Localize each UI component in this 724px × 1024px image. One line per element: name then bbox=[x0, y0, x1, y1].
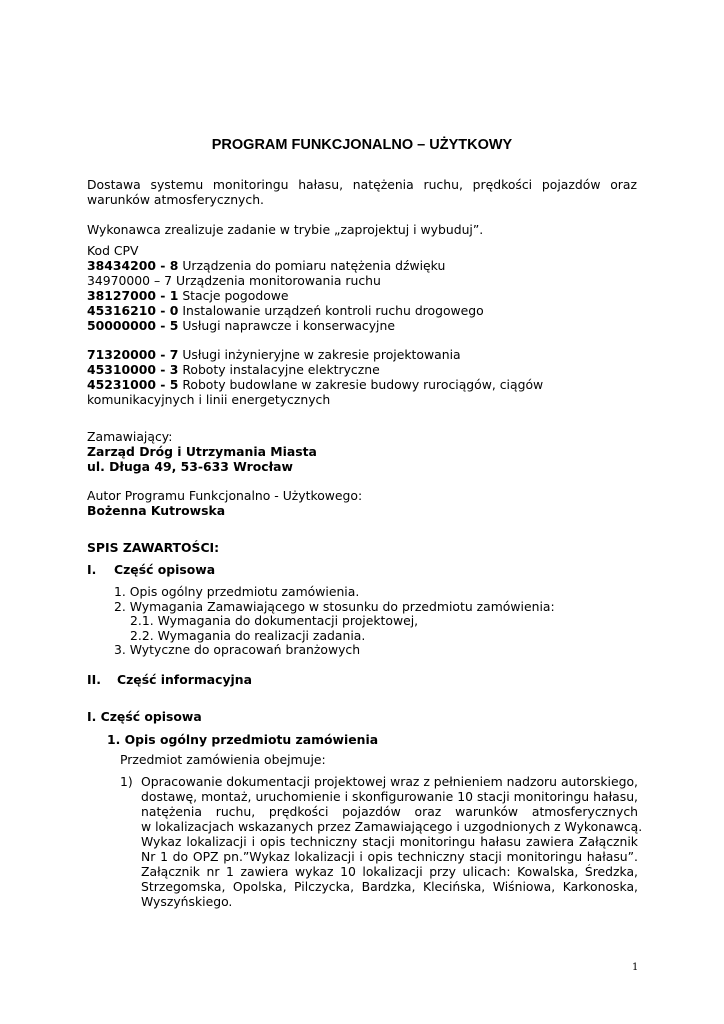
cpv-desc: Instalowanie urządzeń kontroli ruchu drogowego bbox=[178, 303, 484, 318]
list-item-line: Załącznik nr 1 zawiera wykaz 10 lokalizacji przy ulicach: Kowalska, Średzka, bbox=[141, 864, 638, 879]
cpv-code: 38434200 - 8 bbox=[87, 258, 179, 273]
client-name: Zarząd Dróg i Utrzymania Miasta bbox=[87, 444, 317, 459]
list-item-line: Wyszyńskiego. bbox=[141, 894, 233, 909]
list-item-line: dostawę, montaż, uruchomienie i skonfigurowanie 10 stacji monitoringu hałasu, bbox=[141, 789, 638, 804]
cpv-desc: Stacje pogodowe bbox=[178, 288, 289, 303]
toc-item: 3. Wytyczne do opracowań branżowych bbox=[114, 642, 361, 657]
intro-line-2: warunków atmosferycznych. bbox=[87, 192, 264, 207]
cpv-code-row bbox=[87, 362, 380, 377]
toc-item: 1. Opis ogólny przedmiotu zamówienia. bbox=[114, 584, 360, 599]
cpv-code: 45316210 - 0 bbox=[87, 303, 179, 318]
cpv-code-row bbox=[87, 273, 381, 288]
document-title: PROGRAM FUNKCJONALNO – UŻYTKOWY bbox=[211, 137, 513, 153]
toc-item: 2. Wymagania Zamawiającego w stosunku do przedmiotu zamówienia: bbox=[114, 599, 555, 614]
toc-part-2: Część informacyjna bbox=[117, 672, 252, 687]
list-item-number: 1) bbox=[120, 774, 133, 789]
client-label: Zamawiający: bbox=[87, 429, 173, 444]
author-name: Bożenna Kutrowska bbox=[87, 503, 226, 518]
list-item-line: Wykaz lokalizacji i opis techniczny stacji monitoringu hałasu zawiera Załącznik bbox=[141, 834, 638, 849]
toc-part-1: Część opisowa bbox=[114, 562, 216, 577]
list-item-line: Nr 1 do OPZ pn.”Wykaz lokalizacji i opis techniczny stacji monitoringu hałasu”. bbox=[141, 849, 638, 864]
cpv-code-row bbox=[87, 318, 395, 333]
cpv-code: 71320000 - 7 bbox=[87, 347, 179, 362]
cpv-continuation: komunikacyjnych i linii energetycznych bbox=[87, 392, 331, 407]
toc-subitem: 2.1. Wymagania do dokumentacji projektowej, bbox=[130, 613, 419, 628]
cpv-code: 38127000 - 1 bbox=[87, 288, 179, 303]
cpv-code-row bbox=[87, 347, 461, 362]
author-label: Autor Programu Funkcjonalno - Użytkowego: bbox=[87, 488, 363, 503]
cpv-code: 45231000 - 5 bbox=[87, 377, 179, 392]
cpv-desc: Urządzenia do pomiaru natężenia dźwięku bbox=[178, 258, 446, 273]
cpv-desc: Roboty budowlane w zakresie budowy rurociągów, ciągów bbox=[178, 377, 544, 392]
list-item-line: Strzegomska, Opolska, Pilczycka, Bardzka, Klecińska, Wiśniowa, Karkonoska, bbox=[141, 879, 638, 894]
toc-subitem: 2.2. Wymagania do realizacji zadania. bbox=[130, 628, 366, 643]
cpv-code-row bbox=[87, 258, 445, 273]
client-address: ul. Długa 49, 53-633 Wrocław bbox=[87, 459, 293, 474]
list-item-line: natężenia ruchu, prędkości pojazdów oraz warunków atmosferycznych bbox=[141, 804, 638, 819]
toc-heading: SPIS ZAWARTOŚCI: bbox=[87, 540, 220, 555]
cpv-desc: 34970000 – 7 Urządzenia monitorowania ruchu bbox=[87, 273, 381, 288]
cpv-desc: Usługi inżynieryjne w zakresie projektowania bbox=[178, 347, 461, 362]
intro-line-1: Dostawa systemu monitoringu hałasu, natężenia ruchu, prędkości pojazdów oraz bbox=[87, 177, 637, 192]
cpv-code-row bbox=[87, 303, 484, 318]
section-lead: Przedmiot zamówienia obejmuje: bbox=[120, 752, 326, 767]
cpv-desc: Roboty instalacyjne elektryczne bbox=[178, 362, 380, 377]
cpv-code-row bbox=[87, 377, 543, 392]
toc-part-2-num: II. bbox=[87, 672, 101, 687]
cpv-code: 45310000 - 3 bbox=[87, 362, 179, 377]
section-heading: I. Część opisowa bbox=[87, 709, 202, 724]
subsection-heading: 1. Opis ogólny przedmiotu zamówienia bbox=[107, 732, 379, 747]
page-number: 1 bbox=[632, 962, 639, 973]
cpv-code: 50000000 - 5 bbox=[87, 318, 179, 333]
intro-mode: Wykonawca zrealizuje zadanie w trybie „zaprojektuj i wybuduj”. bbox=[87, 222, 484, 237]
list-item-line: w lokalizacjach wskazanych przez Zamawiającego i uzgodnionych z Wykonawcą. bbox=[141, 819, 643, 834]
list-item-line: Opracowanie dokumentacji projektowej wraz z pełnieniem nadzoru autorskiego, bbox=[141, 774, 638, 789]
cpv-code-row bbox=[87, 288, 289, 303]
toc-part-1-num: I. bbox=[87, 562, 97, 577]
cpv-desc: Usługi naprawcze i konserwacyjne bbox=[178, 318, 395, 333]
cpv-heading: Kod CPV bbox=[87, 243, 139, 258]
